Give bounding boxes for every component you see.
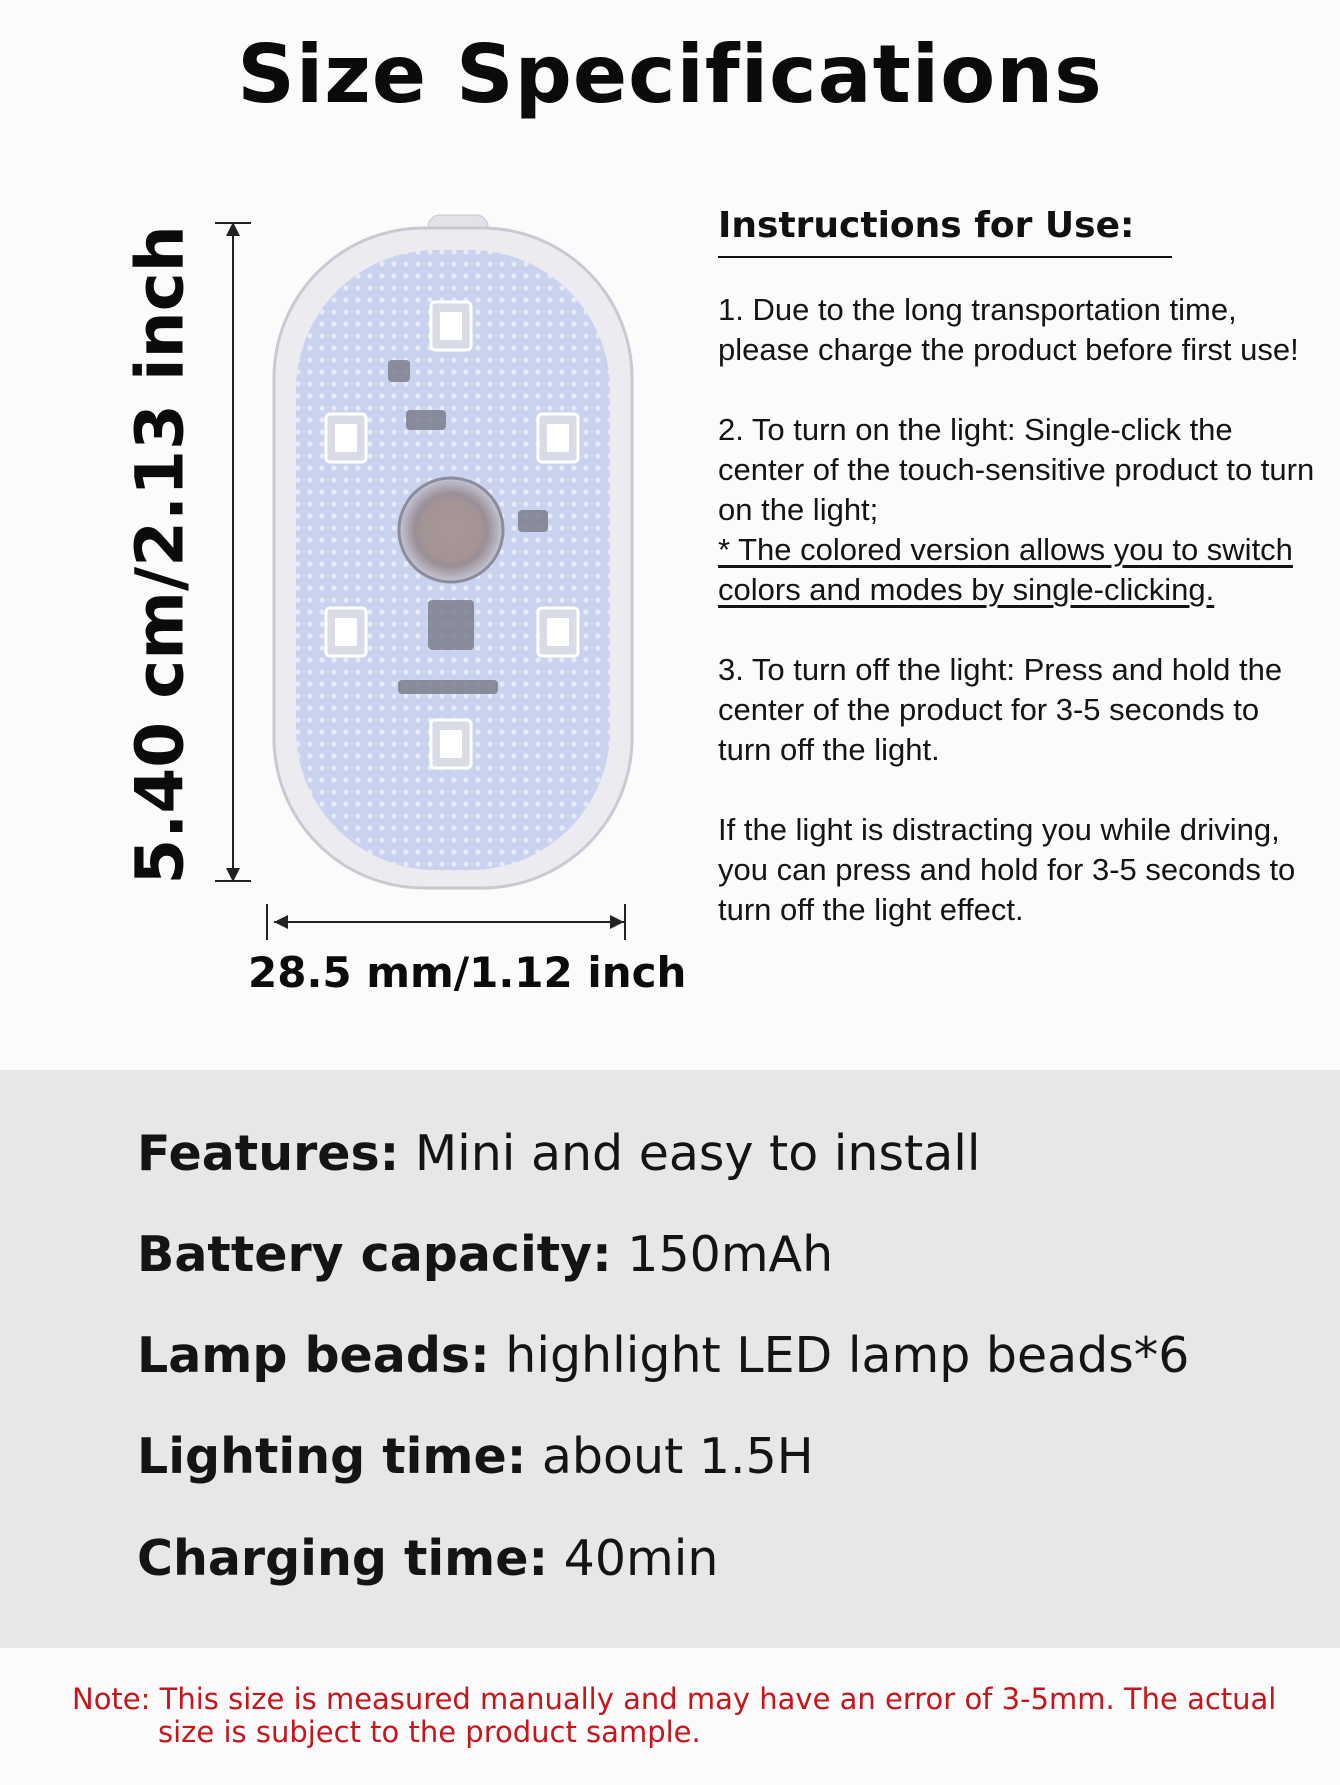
feature-row xyxy=(137,1530,718,1587)
colored-version-note: * The colored version allows you to switch colors and modes by single-clicking. xyxy=(718,532,1293,607)
feature-value: 150mAh xyxy=(627,1226,834,1283)
instruction-tip: If the light is distracting you while driving, you can press and hold for 3-5 seconds to turn off the light effect. xyxy=(718,812,1296,927)
width-dimension-label: 28.5 mm/1.12 inch xyxy=(248,948,687,997)
feature-value: about 1.5H xyxy=(541,1428,814,1485)
arrow-right-icon xyxy=(610,915,624,929)
arrow-left-icon xyxy=(274,915,288,929)
feature-value: highlight LED lamp beads*6 xyxy=(505,1327,1190,1384)
note-line-1: Note: This size is measured manually and may have an error of 3-5mm. The actual xyxy=(72,1682,1277,1716)
feature-key: Charging time: xyxy=(137,1530,549,1587)
instruction-step-2: 2. To turn on the light: Single-click the center of the touch-sensitive product to turn on the light; xyxy=(718,412,1315,527)
measurement-note xyxy=(72,1683,1302,1749)
width-dimension-line xyxy=(274,921,624,923)
note-line-2: size is subject to the product sample. xyxy=(158,1715,701,1749)
dimension-cap-right xyxy=(624,904,626,940)
instruction-step-1: 1. Due to the long transportation time, please charge the product before first use! xyxy=(718,292,1299,367)
height-dimension-line xyxy=(232,222,234,882)
height-dimension-label: 5.40 cm/2.13 inch xyxy=(121,225,199,885)
features-panel xyxy=(0,1070,1340,1648)
dimension-cap-left xyxy=(266,904,268,940)
feature-key: Battery capacity: xyxy=(137,1226,612,1283)
led-light-product-image xyxy=(268,210,638,890)
arrow-up-icon xyxy=(226,222,240,236)
feature-row xyxy=(137,1226,833,1283)
feature-key: Lighting time: xyxy=(137,1428,527,1485)
feature-row xyxy=(137,1428,814,1485)
instruction-step-3: 3. To turn off the light: Press and hold the center of the product for 3-5 seconds to turn off the light. xyxy=(718,652,1283,767)
feature-value: Mini and easy to install xyxy=(414,1125,981,1182)
feature-key: Features: xyxy=(137,1125,400,1182)
feature-key: Lamp beads: xyxy=(137,1327,490,1384)
page-title: Size Specifications xyxy=(237,28,1103,121)
feature-value: 40min xyxy=(563,1530,719,1587)
instructions-heading: Instructions for Use: xyxy=(718,205,1172,258)
feature-row xyxy=(137,1327,1190,1384)
instructions-section xyxy=(718,205,1318,930)
feature-row xyxy=(137,1125,980,1182)
arrow-down-icon xyxy=(226,868,240,882)
